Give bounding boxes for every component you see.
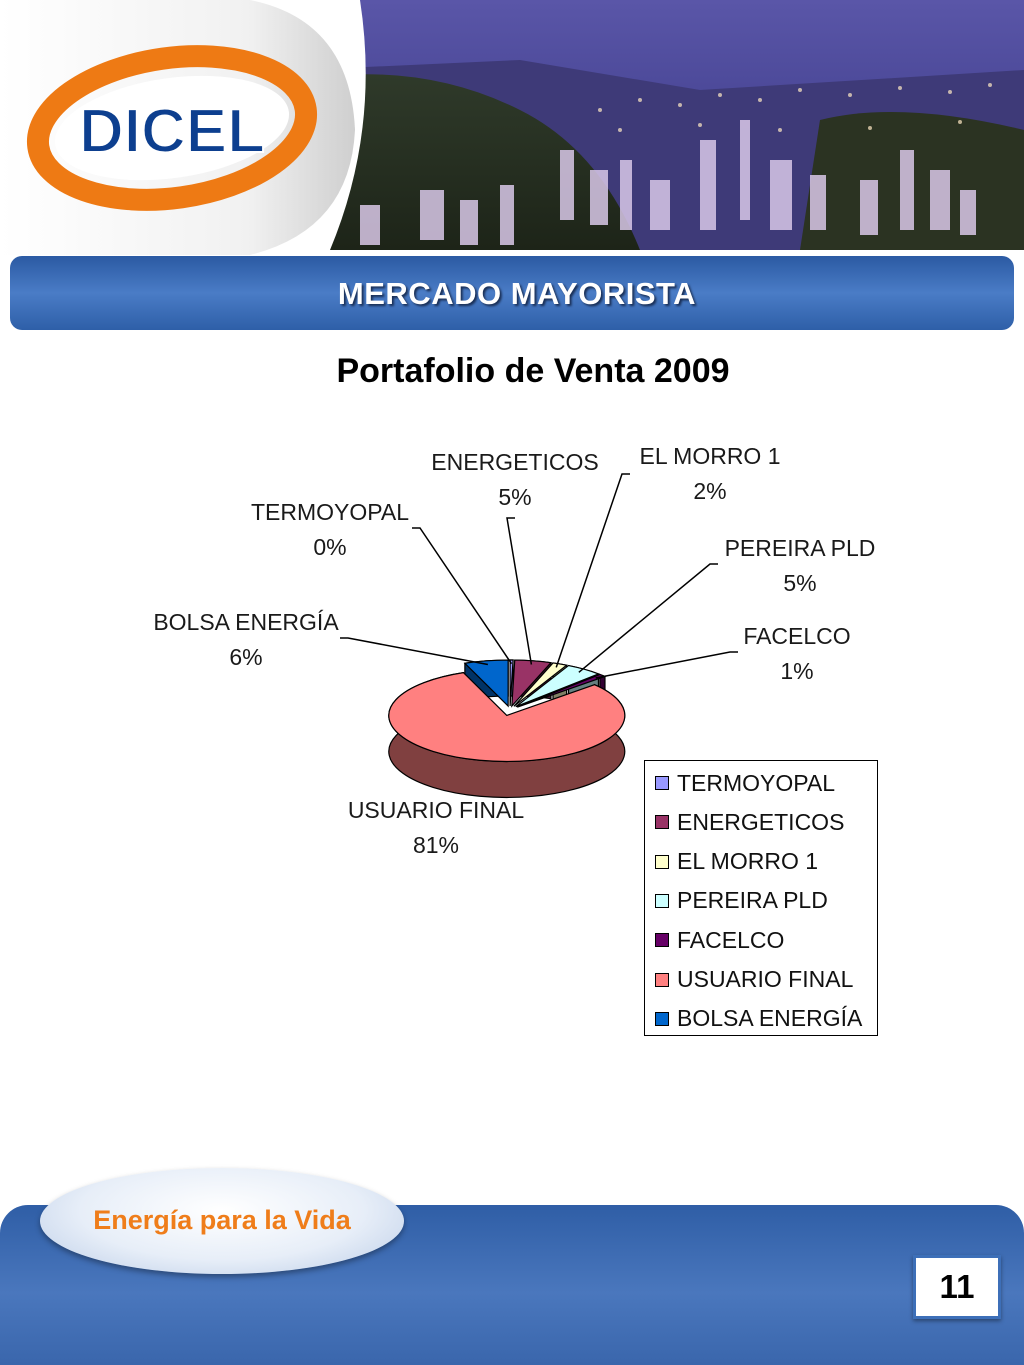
leader-line xyxy=(412,528,511,664)
legend-swatch xyxy=(655,973,669,987)
leader-line xyxy=(596,652,738,678)
data-label-value: 1% xyxy=(780,658,814,684)
chart-legend xyxy=(644,760,878,1036)
dicel-logo xyxy=(0,0,360,260)
data-label-name: PEREIRA PLD xyxy=(724,535,876,561)
legend-label: EL MORRO 1 xyxy=(677,848,819,875)
legend-item xyxy=(655,1004,862,1034)
data-label-value: 81% xyxy=(412,832,460,858)
legend-label: TERMOYOPAL xyxy=(677,769,836,796)
legend-item xyxy=(655,807,844,837)
data-label-value: 5% xyxy=(498,484,532,510)
legend-swatch xyxy=(655,933,669,947)
slogan: Energía para la Vida xyxy=(93,1205,351,1235)
legend-item xyxy=(655,847,818,877)
data-label-value: 2% xyxy=(693,478,727,504)
legend-swatch xyxy=(655,776,669,790)
page-number: 11 xyxy=(913,1255,1001,1319)
data-label-value: 5% xyxy=(783,570,817,596)
legend-swatch xyxy=(655,894,669,908)
data-label-name: EL MORRO 1 xyxy=(639,443,781,469)
logo-text: DICEL xyxy=(79,97,265,166)
legend-item xyxy=(655,965,853,995)
data-label-name: ENERGETICOS xyxy=(431,449,599,475)
legend-item xyxy=(655,925,784,955)
legend-label: PEREIRA PLD xyxy=(677,887,828,914)
leader-line xyxy=(579,564,718,672)
legend-swatch xyxy=(655,1012,669,1026)
data-label-name: FACELCO xyxy=(743,623,851,649)
legend-label: BOLSA ENERGÍA xyxy=(677,1005,863,1032)
data-label-value: 6% xyxy=(229,644,263,670)
leader-line xyxy=(340,638,488,664)
legend-label: FACELCO xyxy=(677,926,785,953)
legend-label: USUARIO FINAL xyxy=(677,966,854,992)
legend-item xyxy=(655,886,828,916)
chart-title: Portafolio de Venta 2009 xyxy=(336,352,730,390)
legend-item xyxy=(655,768,835,798)
legend-swatch xyxy=(655,855,669,869)
leader-line xyxy=(507,518,531,664)
data-label-name: USUARIO FINAL xyxy=(347,797,525,823)
data-label-name: TERMOYOPAL xyxy=(250,499,410,525)
legend-label: ENERGETICOS xyxy=(677,808,845,835)
data-label-value: 0% xyxy=(313,534,347,560)
data-label-name: BOLSA ENERGÍA xyxy=(153,609,339,635)
section-title: MERCADO MAYORISTA xyxy=(337,276,697,311)
legend-swatch xyxy=(655,815,669,829)
